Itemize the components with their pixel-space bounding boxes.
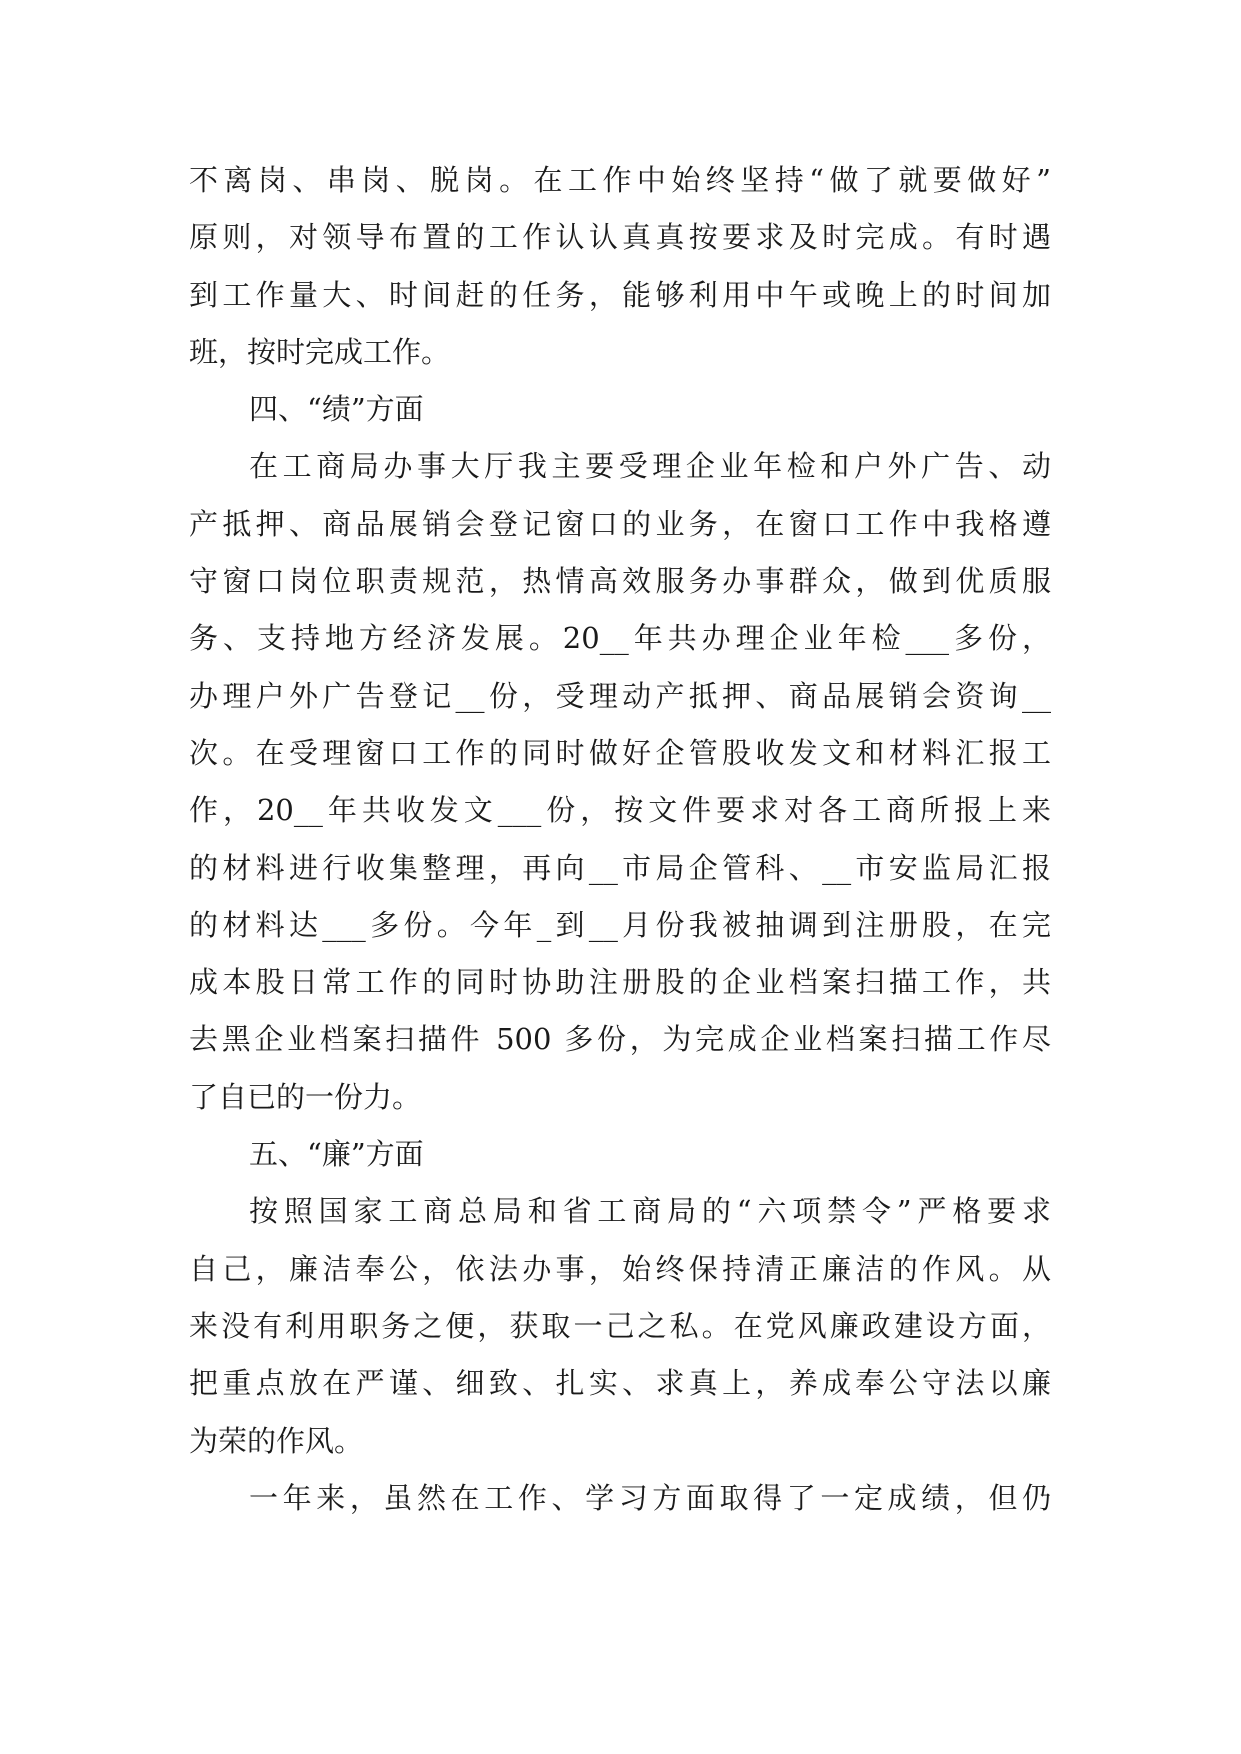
document-body xyxy=(189,152,1051,1527)
text-line: 成本股日常工作的同时协助注册股的企业档案扫描工作，共 xyxy=(189,965,1051,1000)
text-line: 了自已的一份力。 xyxy=(189,1079,422,1114)
text-line: 班，按时完成工作。 xyxy=(189,334,451,369)
text-line: 为荣的作风。 xyxy=(189,1423,364,1458)
text-line: 守窗口岗位职责规范，热情高效服务办事群众，做到优质服 xyxy=(189,564,1051,599)
text-line: 按照国家工商总局和省工商局的“六项禁令”严格要求 xyxy=(249,1194,1051,1229)
text-line: 的材料进行收集整理，再向__市局企管科、__市安监局汇报 xyxy=(189,850,1051,885)
text-line: 在工商局办事大厅我主要受理企业年检和户外广告、动 xyxy=(249,449,1051,484)
section-heading-lian: 五、“廉”方面 xyxy=(249,1137,424,1172)
text-line: 务、支持地方经济发展。20__年共办理企业年检___多份， xyxy=(189,621,1051,656)
text-line: 去黑企业档案扫描件 500 多份，为完成企业档案扫描工作尽 xyxy=(189,1022,1051,1057)
text-line: 作，20__年共收发文___份，按文件要求对各工商所报上来 xyxy=(189,793,1051,828)
text-line: 来没有利用职务之便，获取一己之私。在党风廉政建设方面， xyxy=(189,1308,1051,1343)
text-line: 的材料达___多份。今年_到__月份我被抽调到注册股，在完 xyxy=(189,907,1051,942)
section-heading-ji: 四、“绩”方面 xyxy=(249,392,424,427)
text-line: 把重点放在严谨、细致、扎实、求真上，养成奉公守法以廉 xyxy=(189,1366,1051,1401)
text-line: 产抵押、商品展销会登记窗口的业务，在窗口工作中我格遵 xyxy=(189,506,1051,541)
text-line: 办理户外广告登记__份，受理动产抵押、商品展销会资询__ xyxy=(189,678,1051,713)
text-line: 一年来，虽然在工作、学习方面取得了一定成绩，但仍 xyxy=(249,1480,1051,1515)
text-line: 不离岗、串岗、脱岗。在工作中始终坚持“做了就要做好” xyxy=(189,163,1051,197)
text-line: 自己，廉洁奉公，依法办事，始终保持清正廉洁的作风。从 xyxy=(189,1251,1051,1286)
text-line: 次。在受理窗口工作的同时做好企管股收发文和材料汇报工 xyxy=(189,735,1051,770)
text-line: 原则，对领导布置的工作认认真真按要求及时完成。有时遇 xyxy=(189,220,1051,255)
text-line: 到工作量大、时间赶的任务，能够利用中午或晚上的时间加 xyxy=(189,277,1051,312)
